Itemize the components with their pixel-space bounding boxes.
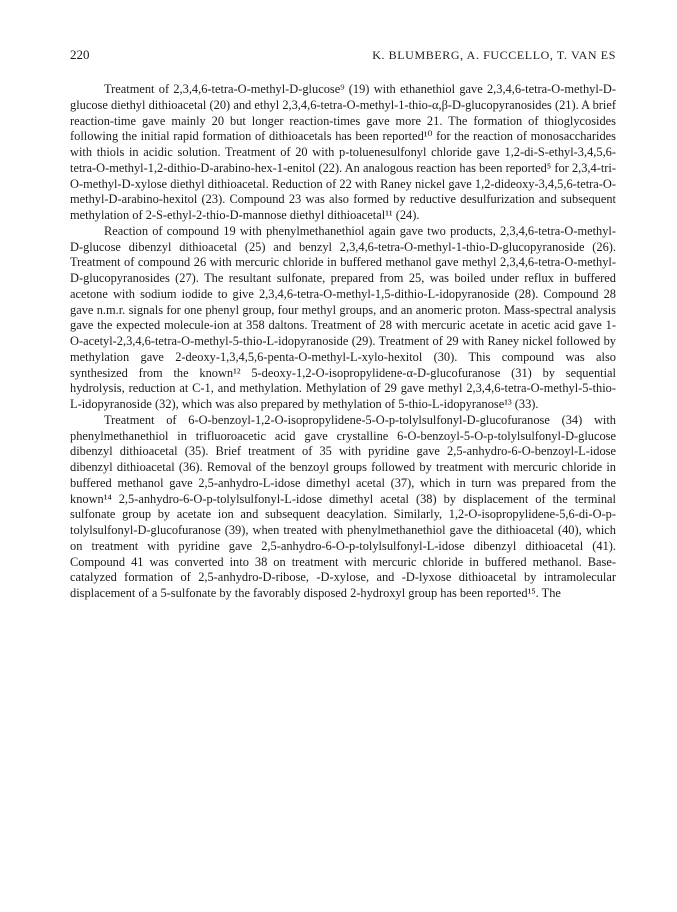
running-head-authors: K. BLUMBERG, A. FUCCELLO, T. VAN ES xyxy=(372,48,616,62)
page-header xyxy=(70,46,616,64)
page-number: 220 xyxy=(70,47,90,62)
paragraph-2: Reaction of compound 19 with phenylmethanethiol again gave two products, 2,3,4,6-tetra-O-methyl-D-glucose dibenzyl dithioacetal (25) and benzyl 2,3,4,6-tetra-O-methyl-1-thio-D-glucopyranoside (26). Treatment of compound 26 with mercuric chloride in buffered methanol gave methyl 2,3,4,6-tetra-O-methyl-D-glucopyranosides (27). The resultant sulfonate, prepared from 25, was boiled under reflux in buffered acetone with sodium iodide to give 2,3,4,6-tetra-O-methyl-1,5-dithio-L-idopyranoside (28). Compound 28 gave n.m.r. signals for one phenyl group, four methyl groups, and an anomeric proton. Mass-spectral analysis gave the expected molecule-ion at 358 daltons. Treatment of 28 with mercuric acetate in acetic acid gave 1-O-acetyl-2,3,4,6-tetra-O-methyl-5-thio-L-idopyranoside (29). Treatment of 29 with Raney nickel followed by methylation gave 2-deoxy-1,3,4,5,6-penta-O-methyl-L-xylo-hexitol (30). This compound was also synthesized from the known¹² 5-deoxy-1,2-O-isopropylidene-α-D-glucofuranose (31) by sequential hydrolysis, reduction at C-1, and methylation. Methylation of 29 gave methyl 2,3,4,6-tetra-O-methyl-5-thio-L-idopyranoside (32), which was also prepared by methylation of 5-thio-L-idopyranose¹³ (33). xyxy=(70,223,616,411)
article-body xyxy=(70,82,616,602)
paragraph-3: Treatment of 6-O-benzoyl-1,2-O-isopropylidene-5-O-p-tolylsulfonyl-D-glucofuranose (34) with phenylmethanethiol in trifluoroacetic acid gave crystalline 6-O-benzoyl-5-O-p-tolylsulfonyl-D-glucose dibenzyl dithioacetal (35). Brief treatment of 35 with pyridine gave 2,5-anhydro-6-O-benzoyl-L-idose dibenzyl dithioacetal (36). Removal of the benzoyl groups followed by treatment with mercuric chloride in buffered methanol gave 2,5-anhydro-L-idose dimethyl acetal (37), which in turn was prepared from the known¹⁴ 2,5-anhydro-6-O-p-tolylsulfonyl-L-idose dimethyl acetal (38) by displacement of the terminal sulfonate group by acetate ion and subsequent deacylation. Similarly, 1,2-O-isopropylidene-5,6-di-O-p-tolylsulfonyl-D-glucofuranose (39), when treated with phenylmethanethiol gave the dithioacetal (40), which on treatment with pyridine gave 2,5-anhydro-6-O-p-tolylsulfonyl-L-idose dibenzyl dithioacetal (41). Compound 41 was converted into 38 on treatment with mercuric chloride in buffered methanol. Base-catalyzed formation of 2,5-anhydro-D-ribose, -D-xylose, and -D-lyxose dithioacetal by intramolecular displacement of a 5-sulfonate by the favorably disposed 2-hydroxyl group has been reported¹⁵. The xyxy=(70,412,616,600)
paragraph-1: Treatment of 2,3,4,6-tetra-O-methyl-D-glucose⁹ (19) with ethanethiol gave 2,3,4,6-tetra-O-methyl-D-glucose diethyl dithioacetal (20) and ethyl 2,3,4,6-tetra-O-methyl-1-thio-α,β-D-glucopyranosides (21). A brief reaction-time gave mainly 20 but longer reaction-times gave more 21. The formation of thioglycosides following the initial rapid formation of dithioacetals has been reported¹⁰ for the reaction of monosaccharides with thiols in acidic solution. Treatment of 20 with p-toluenesulfonyl chloride gave 1,2-di-S-ethyl-3,4,5,6-tetra-O-methyl-1,2-dithio-D-arabino-hex-1-enitol (22). An analogous reaction has been reported⁵ for 2,3,4-tri-O-methyl-D-xylose diethyl dithioacetal. Reduction of 22 with Raney nickel gave 1,2-dideoxy-3,4,5,6-tetra-O-methyl-D-arabino-hexitol (23). Compound 23 was also formed by reductive desulfurization and subsequent methylation of 2-S-ethyl-2-thio-D-mannose diethyl dithioacetal¹¹ (24). xyxy=(70,82,616,222)
